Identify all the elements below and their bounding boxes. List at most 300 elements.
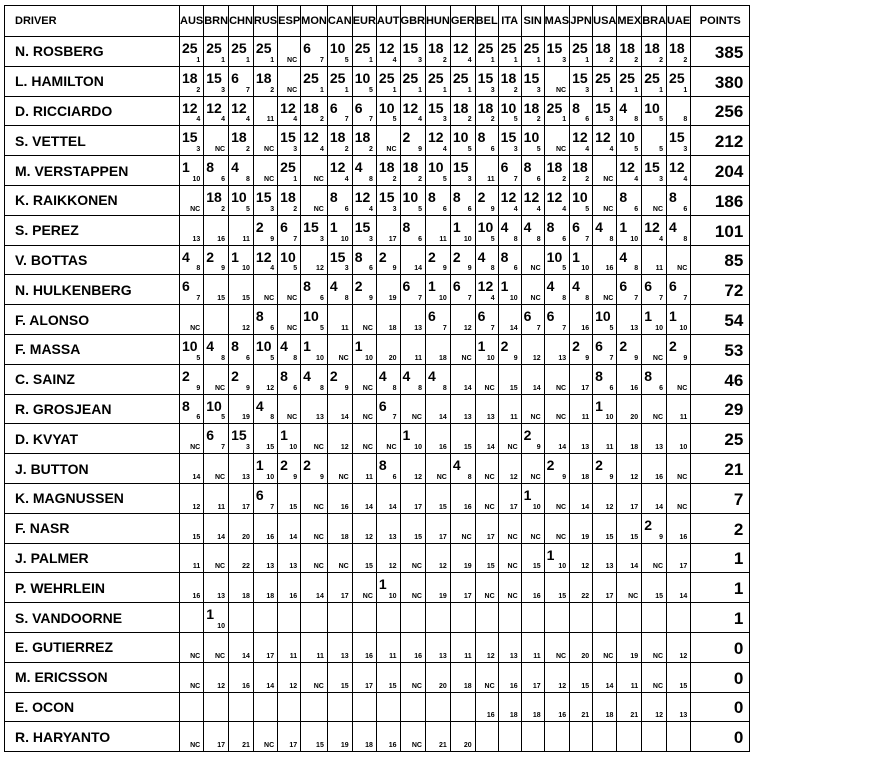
race-result-cell xyxy=(352,543,376,573)
race-result-cell xyxy=(475,66,498,96)
race-position: 1 xyxy=(467,86,472,94)
race-result-cell xyxy=(570,156,593,186)
race-position: 3 xyxy=(585,86,590,94)
race-result-cell xyxy=(327,305,352,335)
race-position: NC xyxy=(556,414,567,422)
driver-name: R. HARYANTO xyxy=(5,722,180,752)
race-points: 10 xyxy=(523,129,540,146)
race-position: NC xyxy=(461,354,472,362)
race-result-cell xyxy=(229,483,254,513)
race-result-cell xyxy=(204,573,229,603)
driver-total-points: 385 xyxy=(691,37,750,67)
race-result-cell xyxy=(593,543,617,573)
race-result-cell xyxy=(352,454,376,484)
race-result-cell xyxy=(544,66,569,96)
race-points: 4 xyxy=(280,337,288,354)
race-position: 15 xyxy=(630,533,639,541)
race-points: 1 xyxy=(378,576,387,593)
race-result-cell xyxy=(278,96,301,126)
race-points: 25 xyxy=(477,40,494,56)
race-position: 5 xyxy=(562,265,567,273)
race-result-cell xyxy=(204,245,229,275)
race-points: 8 xyxy=(206,159,215,176)
race-result-cell xyxy=(667,424,691,454)
race-result-cell xyxy=(204,692,229,722)
race-result-cell xyxy=(180,692,204,722)
race-result-cell xyxy=(667,662,691,692)
race-position: 14 xyxy=(509,324,518,332)
race-position: NC xyxy=(652,682,664,690)
race-points: 2 xyxy=(255,218,264,235)
race-result-cell xyxy=(425,275,450,305)
race-points: 15 xyxy=(477,69,494,86)
race-points: 2 xyxy=(303,457,311,474)
race-result-cell xyxy=(617,364,642,394)
race-position: 1 xyxy=(246,56,250,64)
race-result-cell xyxy=(376,245,400,275)
race-result-cell xyxy=(617,543,642,573)
race-result-cell xyxy=(570,424,593,454)
race-position: 15 xyxy=(605,533,614,541)
race-result-cell xyxy=(642,483,667,513)
race-points: 18 xyxy=(329,129,346,146)
race-position: 13 xyxy=(509,652,518,660)
race-position: NC xyxy=(628,593,639,601)
race-result-cell xyxy=(498,334,521,364)
race-result-cell xyxy=(642,692,667,722)
race-result-cell xyxy=(570,722,593,752)
race-position: 20 xyxy=(463,742,472,750)
race-result-cell xyxy=(498,424,521,454)
race-result-cell xyxy=(278,126,301,156)
race-position: 11 xyxy=(464,652,472,660)
race-points: 15 xyxy=(402,40,419,56)
race-result-cell xyxy=(593,37,617,67)
race-position: 8 xyxy=(270,414,275,422)
race-result-cell xyxy=(327,722,352,752)
race-position: 5 xyxy=(293,265,298,273)
race-result-cell xyxy=(450,513,475,543)
driver-total-points: 85 xyxy=(691,245,750,275)
race-position: 11 xyxy=(192,563,201,571)
race-position: 18 xyxy=(365,742,373,750)
race-result-cell xyxy=(278,632,301,662)
race-points: 8 xyxy=(303,278,311,295)
race-position: 10 xyxy=(439,295,447,303)
race-result-cell xyxy=(450,37,475,67)
race-result-cell xyxy=(400,305,425,335)
race-position: 3 xyxy=(418,56,422,64)
race-position: 2 xyxy=(293,205,298,213)
race-position: NC xyxy=(411,593,422,601)
race-position: 8 xyxy=(683,116,688,124)
race-column-header-brn: BRN xyxy=(204,6,229,37)
race-position: 8 xyxy=(442,384,447,392)
race-position: 4 xyxy=(319,146,324,154)
race-position: 3 xyxy=(196,146,201,154)
race-position: 8 xyxy=(536,235,541,243)
race-position: 16 xyxy=(242,682,250,690)
race-position: NC xyxy=(287,324,298,332)
race-position: 9 xyxy=(246,384,250,392)
race-result-cell xyxy=(521,543,544,573)
race-position: NC xyxy=(677,503,688,511)
race-result-cell xyxy=(180,215,204,245)
race-result-cell xyxy=(180,394,204,424)
race-position: 10 xyxy=(242,265,250,273)
race-position: 17 xyxy=(486,533,495,541)
race-points: 2 xyxy=(500,337,509,354)
race-position: 5 xyxy=(221,414,226,422)
race-position: 5 xyxy=(513,116,518,124)
race-result-cell xyxy=(400,454,425,484)
driver-row xyxy=(5,454,750,484)
race-result-cell xyxy=(544,215,569,245)
race-result-cell xyxy=(180,603,204,633)
race-points: 15 xyxy=(572,69,588,86)
driver-name: R. GROSJEAN xyxy=(5,394,180,424)
race-position: NC xyxy=(507,533,518,541)
race-position: 14 xyxy=(242,652,250,660)
race-position: NC xyxy=(264,175,275,183)
race-result-cell xyxy=(425,722,450,752)
race-result-cell xyxy=(617,66,642,96)
race-position: 7 xyxy=(418,295,422,303)
race-result-cell xyxy=(278,692,301,722)
race-position: 12 xyxy=(630,473,639,481)
driver-row xyxy=(5,692,750,722)
race-result-cell xyxy=(229,37,254,67)
race-result-cell xyxy=(570,603,593,633)
race-result-cell xyxy=(400,424,425,454)
race-position: 2 xyxy=(392,175,397,183)
race-points: 2 xyxy=(206,248,215,265)
race-position: 2 xyxy=(369,146,373,154)
race-points: 2 xyxy=(427,248,436,265)
race-position: 1 xyxy=(319,86,324,94)
race-position: 7 xyxy=(392,414,397,422)
driver-row xyxy=(5,573,750,603)
race-result-cell xyxy=(617,483,642,513)
driver-name: V. BOTTAS xyxy=(5,245,180,275)
race-result-cell xyxy=(570,66,593,96)
race-position: 10 xyxy=(414,444,422,452)
race-result-cell xyxy=(544,245,569,275)
race-position: NC xyxy=(530,265,541,273)
race-points: 18 xyxy=(303,99,319,116)
race-points: 8 xyxy=(500,248,509,265)
race-points: 10 xyxy=(378,99,395,116)
race-points: 25 xyxy=(354,40,371,56)
race-position: 15 xyxy=(266,444,275,452)
race-result-cell xyxy=(301,364,328,394)
race-position: 13 xyxy=(655,444,664,452)
race-position: 6 xyxy=(369,265,373,273)
race-points: 4 xyxy=(572,278,580,295)
race-column-header-hun: HUN xyxy=(425,6,450,37)
race-points: 15 xyxy=(669,129,685,146)
driver-total-points: 212 xyxy=(691,126,750,156)
race-position: 6 xyxy=(683,205,688,213)
race-position: 4 xyxy=(221,116,226,124)
race-result-cell xyxy=(229,66,254,96)
race-position: NC xyxy=(603,295,614,303)
race-position: 12 xyxy=(463,324,472,332)
race-points: 6 xyxy=(452,278,461,295)
driver-name: S. VETTEL xyxy=(5,126,180,156)
driver-row xyxy=(5,722,750,752)
race-position: 4 xyxy=(293,116,298,124)
race-position: 9 xyxy=(562,473,567,481)
race-points: 10 xyxy=(280,248,296,265)
race-points: 25 xyxy=(523,40,540,56)
race-position: NC xyxy=(190,444,201,452)
race-points: 4 xyxy=(231,159,239,176)
race-position: 1 xyxy=(392,86,397,94)
race-position: 8 xyxy=(585,295,590,303)
race-position: 3 xyxy=(683,146,688,154)
race-position: NC xyxy=(652,205,664,213)
race-position: 1 xyxy=(536,56,541,64)
race-position: 15 xyxy=(679,682,688,690)
race-position: 5 xyxy=(659,116,664,124)
race-position: 9 xyxy=(659,533,664,541)
race-result-cell xyxy=(327,692,352,722)
race-position: 15 xyxy=(217,295,226,303)
race-points: 18 xyxy=(477,99,494,116)
race-position: 4 xyxy=(369,205,373,213)
race-position: NC xyxy=(677,265,688,273)
race-column-header-rus: RUS xyxy=(253,6,277,37)
race-points: 18 xyxy=(182,69,198,86)
race-points: 18 xyxy=(255,69,272,86)
race-result-cell xyxy=(376,364,400,394)
race-result-cell xyxy=(521,364,544,394)
race-position: NC xyxy=(313,682,324,690)
race-points: 18 xyxy=(595,40,611,56)
race-result-cell xyxy=(253,483,277,513)
race-result-cell xyxy=(327,37,352,67)
race-position: 19 xyxy=(340,742,349,750)
race-result-cell xyxy=(278,215,301,245)
race-result-cell xyxy=(301,66,328,96)
race-result-cell xyxy=(475,543,498,573)
race-result-cell xyxy=(544,722,569,752)
race-result-cell xyxy=(301,37,328,67)
race-position: 3 xyxy=(659,175,664,183)
race-result-cell xyxy=(204,126,229,156)
race-result-cell xyxy=(498,692,521,722)
race-position: 15 xyxy=(365,563,373,571)
race-result-cell xyxy=(475,722,498,752)
race-result-cell xyxy=(475,513,498,543)
race-points: 15 xyxy=(182,129,198,146)
race-position: 2 xyxy=(246,146,250,154)
race-result-cell xyxy=(400,364,425,394)
race-position: 16 xyxy=(217,235,226,243)
race-position: 19 xyxy=(242,414,250,422)
race-result-cell xyxy=(278,156,301,186)
driver-total-points: 54 xyxy=(691,305,750,335)
race-position: 16 xyxy=(558,712,567,720)
race-position: 1 xyxy=(442,86,447,94)
race-result-cell xyxy=(352,483,376,513)
driver-name: D. KVYAT xyxy=(5,424,180,454)
race-column-header-bel: BEL xyxy=(475,6,498,37)
race-position: 15 xyxy=(289,503,298,511)
race-result-cell xyxy=(400,66,425,96)
race-result-cell xyxy=(253,603,277,633)
race-position: 15 xyxy=(486,563,495,571)
driver-name: M. VERSTAPPEN xyxy=(5,156,180,186)
race-position: NC xyxy=(411,563,422,571)
race-position: 10 xyxy=(365,354,373,362)
race-points: 6 xyxy=(280,218,288,235)
race-result-cell xyxy=(327,66,352,96)
race-points: 4 xyxy=(354,159,363,176)
race-position: NC xyxy=(556,384,567,392)
race-position: 3 xyxy=(490,86,495,94)
race-result-cell xyxy=(376,394,400,424)
race-result-cell xyxy=(229,632,254,662)
race-position: 11 xyxy=(630,682,639,690)
race-position: 5 xyxy=(585,205,590,213)
race-result-cell xyxy=(425,215,450,245)
race-result-cell xyxy=(229,394,254,424)
race-result-cell xyxy=(667,364,691,394)
race-position: 5 xyxy=(467,146,472,154)
race-result-cell xyxy=(667,96,691,126)
race-result-cell xyxy=(667,394,691,424)
race-position: 2 xyxy=(196,86,201,94)
race-points: 15 xyxy=(427,99,444,116)
race-position: 4 xyxy=(562,205,567,213)
race-position: 20 xyxy=(630,414,639,422)
race-result-cell xyxy=(180,543,204,573)
race-result-cell xyxy=(593,692,617,722)
race-result-cell xyxy=(278,185,301,215)
race-points: 18 xyxy=(572,159,588,176)
race-position: 18 xyxy=(242,593,250,601)
driver-name: N. HULKENBERG xyxy=(5,275,180,305)
race-result-cell xyxy=(229,245,254,275)
race-position: 8 xyxy=(467,473,472,481)
race-result-cell xyxy=(475,334,498,364)
race-result-cell xyxy=(570,483,593,513)
race-result-cell xyxy=(667,156,691,186)
race-points: 8 xyxy=(523,159,532,176)
race-result-cell xyxy=(642,394,667,424)
race-position: NC xyxy=(313,205,324,213)
race-result-cell xyxy=(229,364,254,394)
race-points: 12 xyxy=(500,188,517,205)
race-position: 5 xyxy=(344,56,349,64)
race-result-cell xyxy=(667,543,691,573)
race-result-cell xyxy=(450,692,475,722)
race-result-cell xyxy=(301,334,328,364)
race-position: 2 xyxy=(513,86,518,94)
race-result-cell xyxy=(544,126,569,156)
race-position: 12 xyxy=(414,473,422,481)
race-result-cell xyxy=(301,513,328,543)
race-result-cell xyxy=(327,483,352,513)
race-points: 2 xyxy=(231,367,239,384)
race-result-cell xyxy=(352,215,376,245)
driver-total-points: 2 xyxy=(691,513,750,543)
race-result-cell xyxy=(400,513,425,543)
race-result-cell xyxy=(450,215,475,245)
race-result-cell xyxy=(327,513,352,543)
race-points: 6 xyxy=(231,69,239,86)
race-position: 17 xyxy=(365,682,373,690)
race-position: 5 xyxy=(246,205,250,213)
race-result-cell xyxy=(253,722,277,752)
driver-total-points: 186 xyxy=(691,185,750,215)
race-points: 6 xyxy=(378,397,387,414)
race-position: 6 xyxy=(609,384,614,392)
race-result-cell xyxy=(498,37,521,67)
race-position: 13 xyxy=(414,324,422,332)
race-result-cell xyxy=(475,37,498,67)
race-position: 15 xyxy=(192,533,201,541)
race-result-cell xyxy=(642,334,667,364)
race-result-cell xyxy=(352,156,376,186)
race-position: 7 xyxy=(659,295,664,303)
race-result-cell xyxy=(617,722,642,752)
race-result-cell xyxy=(593,126,617,156)
race-result-cell xyxy=(425,394,450,424)
race-result-cell xyxy=(376,334,400,364)
race-result-cell xyxy=(498,394,521,424)
race-result-cell xyxy=(593,722,617,752)
race-points: 8 xyxy=(669,188,677,205)
race-position: NC xyxy=(362,414,373,422)
standings-body xyxy=(5,37,750,752)
race-position: 2 xyxy=(442,56,447,64)
race-position: 10 xyxy=(266,473,275,481)
race-result-cell xyxy=(204,37,229,67)
race-result-cell xyxy=(617,185,642,215)
race-position: 16 xyxy=(266,533,275,541)
race-result-cell xyxy=(180,364,204,394)
race-result-cell xyxy=(352,603,376,633)
race-position: 10 xyxy=(217,622,226,630)
race-points: 1 xyxy=(427,278,436,295)
race-position: 19 xyxy=(630,652,639,660)
race-position: 9 xyxy=(585,354,590,362)
race-position: NC xyxy=(287,56,298,64)
race-result-cell xyxy=(642,245,667,275)
race-result-cell xyxy=(352,126,376,156)
driver-total-points: 0 xyxy=(691,632,750,662)
race-result-cell xyxy=(475,185,498,215)
race-result-cell xyxy=(450,722,475,752)
race-position: NC xyxy=(214,473,226,481)
race-position: 18 xyxy=(439,354,447,362)
race-result-cell xyxy=(278,662,301,692)
race-result-cell xyxy=(475,692,498,722)
race-points: 10 xyxy=(255,337,272,354)
race-points: 4 xyxy=(500,218,509,235)
race-position: NC xyxy=(677,384,688,392)
race-result-cell xyxy=(180,513,204,543)
race-position: 6 xyxy=(221,175,226,183)
race-position: 9 xyxy=(392,265,397,273)
race-position: NC xyxy=(652,652,664,660)
race-position: NC xyxy=(362,593,373,601)
driver-row xyxy=(5,424,750,454)
race-result-cell xyxy=(253,662,277,692)
